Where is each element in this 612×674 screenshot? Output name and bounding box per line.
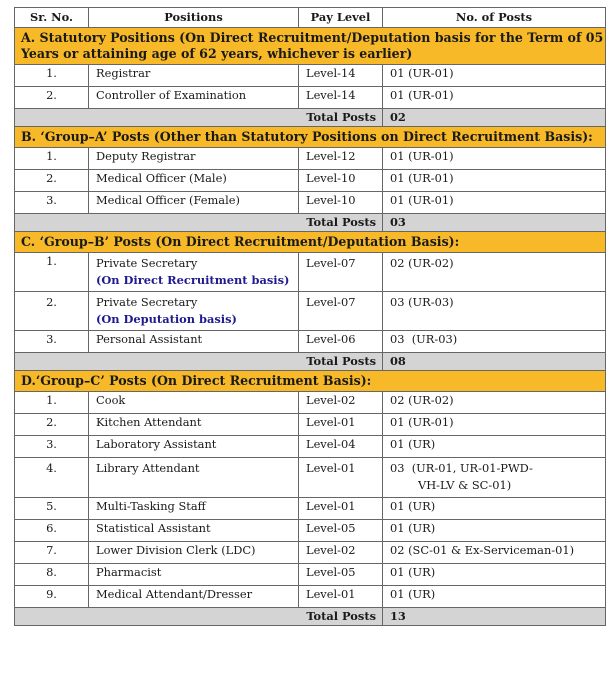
posts-cell bbox=[383, 458, 606, 498]
section-c-header bbox=[15, 232, 606, 253]
position-cell: Medical Attendant/Dresser bbox=[89, 586, 299, 608]
position-cell: Statistical Assistant bbox=[89, 520, 299, 542]
position-cell: Laboratory Assistant bbox=[89, 436, 299, 458]
position-cell: Personal Assistant bbox=[89, 331, 299, 353]
sr-cell: 2. bbox=[15, 414, 89, 436]
posts-cell: 01 (UR) bbox=[383, 436, 606, 458]
pay-level-cell: Level-07 bbox=[299, 253, 383, 292]
table-row bbox=[15, 148, 606, 170]
posts-cell: 01 (UR) bbox=[383, 498, 606, 520]
posts-cell: 01 (UR) bbox=[383, 586, 606, 608]
sr-cell: 4. bbox=[15, 458, 89, 498]
position-name: Private Secretary bbox=[96, 256, 198, 270]
table-row bbox=[15, 520, 606, 542]
section-a-title: A. Statutory Positions (On Direct Recruitment/Deputation basis for the Term of 05 Years or attaining age of 62 years, whichever is earlier) bbox=[15, 28, 606, 65]
pay-level-cell: Level-02 bbox=[299, 392, 383, 414]
pay-level-cell: Level-10 bbox=[299, 192, 383, 214]
table-row bbox=[15, 331, 606, 353]
total-label: Total Posts bbox=[15, 353, 383, 371]
position-cell bbox=[89, 253, 299, 292]
position-cell: Medical Officer (Female) bbox=[89, 192, 299, 214]
table-row bbox=[15, 392, 606, 414]
position-cell: Controller of Examination bbox=[89, 87, 299, 109]
position-cell: Cook bbox=[89, 392, 299, 414]
pay-level-cell: Level-10 bbox=[299, 170, 383, 192]
total-row bbox=[15, 109, 606, 127]
total-value: 02 bbox=[383, 109, 606, 127]
posts-table bbox=[14, 7, 606, 626]
posts-cell: 02 (SC-01 & Ex-Serviceman-01) bbox=[383, 542, 606, 564]
posts-line-1: 03 (UR-01, UR-01-PWD- bbox=[390, 461, 533, 475]
posts-cell: 01 (UR-01) bbox=[383, 87, 606, 109]
position-name: Private Secretary bbox=[96, 295, 198, 309]
posts-cell: 01 (UR) bbox=[383, 564, 606, 586]
position-cell: Lower Division Clerk (LDC) bbox=[89, 542, 299, 564]
section-a-header bbox=[15, 28, 606, 65]
table-row bbox=[15, 586, 606, 608]
table-row bbox=[15, 253, 606, 292]
table-row bbox=[15, 458, 606, 498]
header-sr: Sr. No. bbox=[15, 8, 89, 28]
header-no-of-posts: No. of Posts bbox=[383, 8, 606, 28]
pay-level-cell: Level-14 bbox=[299, 87, 383, 109]
total-value: 13 bbox=[383, 608, 606, 626]
position-cell: Kitchen Attendant bbox=[89, 414, 299, 436]
posts-cell: 01 (UR-01) bbox=[383, 148, 606, 170]
pay-level-cell: Level-04 bbox=[299, 436, 383, 458]
position-cell: Pharmacist bbox=[89, 564, 299, 586]
total-row bbox=[15, 353, 606, 371]
sr-cell: 1. bbox=[15, 253, 89, 292]
sr-cell: 1. bbox=[15, 148, 89, 170]
posts-cell: 02 (UR-02) bbox=[383, 253, 606, 292]
sr-cell: 8. bbox=[15, 564, 89, 586]
sr-cell: 2. bbox=[15, 87, 89, 109]
sr-cell: 5. bbox=[15, 498, 89, 520]
sr-cell: 3. bbox=[15, 331, 89, 353]
table-row bbox=[15, 170, 606, 192]
sr-cell: 2. bbox=[15, 170, 89, 192]
posts-cell: 01 (UR-01) bbox=[383, 192, 606, 214]
table-row bbox=[15, 498, 606, 520]
total-row bbox=[15, 608, 606, 626]
header-pay-level: Pay Level bbox=[299, 8, 383, 28]
position-cell: Library Attendant bbox=[89, 458, 299, 498]
sr-cell: 3. bbox=[15, 192, 89, 214]
position-cell: Medical Officer (Male) bbox=[89, 170, 299, 192]
posts-line-2: VH-LV & SC-01) bbox=[418, 478, 512, 492]
position-cell: Registrar bbox=[89, 65, 299, 87]
table-row bbox=[15, 542, 606, 564]
posts-cell: 01 (UR-01) bbox=[383, 170, 606, 192]
header-positions: Positions bbox=[89, 8, 299, 28]
section-d-header bbox=[15, 371, 606, 392]
pay-level-cell: Level-06 bbox=[299, 331, 383, 353]
posts-cell: 03 (UR-03) bbox=[383, 331, 606, 353]
table-row bbox=[15, 292, 606, 331]
position-cell: Multi-Tasking Staff bbox=[89, 498, 299, 520]
position-note: (On Deputation basis) bbox=[96, 312, 237, 326]
posts-cell: 01 (UR-01) bbox=[383, 65, 606, 87]
posts-cell: 02 (UR-02) bbox=[383, 392, 606, 414]
pay-level-cell: Level-05 bbox=[299, 520, 383, 542]
posts-cell: 01 (UR-01) bbox=[383, 414, 606, 436]
position-note: (On Direct Recruitment basis) bbox=[96, 273, 290, 287]
pay-level-cell: Level-12 bbox=[299, 148, 383, 170]
pay-level-cell: Level-01 bbox=[299, 414, 383, 436]
total-value: 08 bbox=[383, 353, 606, 371]
position-cell: Deputy Registrar bbox=[89, 148, 299, 170]
pay-level-cell: Level-01 bbox=[299, 586, 383, 608]
posts-cell: 01 (UR) bbox=[383, 520, 606, 542]
table-row bbox=[15, 414, 606, 436]
total-row bbox=[15, 214, 606, 232]
table-row bbox=[15, 192, 606, 214]
table-row bbox=[15, 87, 606, 109]
table-header-row bbox=[15, 8, 606, 28]
sr-cell: 1. bbox=[15, 392, 89, 414]
section-b-header bbox=[15, 127, 606, 148]
section-b-title: B. ‘Group–A’ Posts (Other than Statutory Positions on Direct Recruitment Basis): bbox=[15, 127, 606, 148]
sr-cell: 2. bbox=[15, 292, 89, 331]
total-label: Total Posts bbox=[15, 214, 383, 232]
pay-level-cell: Level-14 bbox=[299, 65, 383, 87]
pay-level-cell: Level-01 bbox=[299, 458, 383, 498]
sr-cell: 1. bbox=[15, 65, 89, 87]
section-c-title: C. ‘Group–B’ Posts (On Direct Recruitment/Deputation Basis): bbox=[15, 232, 606, 253]
pay-level-cell: Level-01 bbox=[299, 498, 383, 520]
posts-cell: 03 (UR-03) bbox=[383, 292, 606, 331]
sr-cell: 7. bbox=[15, 542, 89, 564]
pay-level-cell: Level-05 bbox=[299, 564, 383, 586]
position-cell bbox=[89, 292, 299, 331]
total-value: 03 bbox=[383, 214, 606, 232]
table-row bbox=[15, 436, 606, 458]
sr-cell: 9. bbox=[15, 586, 89, 608]
sr-cell: 3. bbox=[15, 436, 89, 458]
table-row bbox=[15, 564, 606, 586]
section-d-title: D.‘Group–C’ Posts (On Direct Recruitment Basis): bbox=[15, 371, 606, 392]
sr-cell: 6. bbox=[15, 520, 89, 542]
table-row bbox=[15, 65, 606, 87]
pay-level-cell: Level-02 bbox=[299, 542, 383, 564]
total-label: Total Posts bbox=[15, 608, 383, 626]
total-label: Total Posts bbox=[15, 109, 383, 127]
pay-level-cell: Level-07 bbox=[299, 292, 383, 331]
